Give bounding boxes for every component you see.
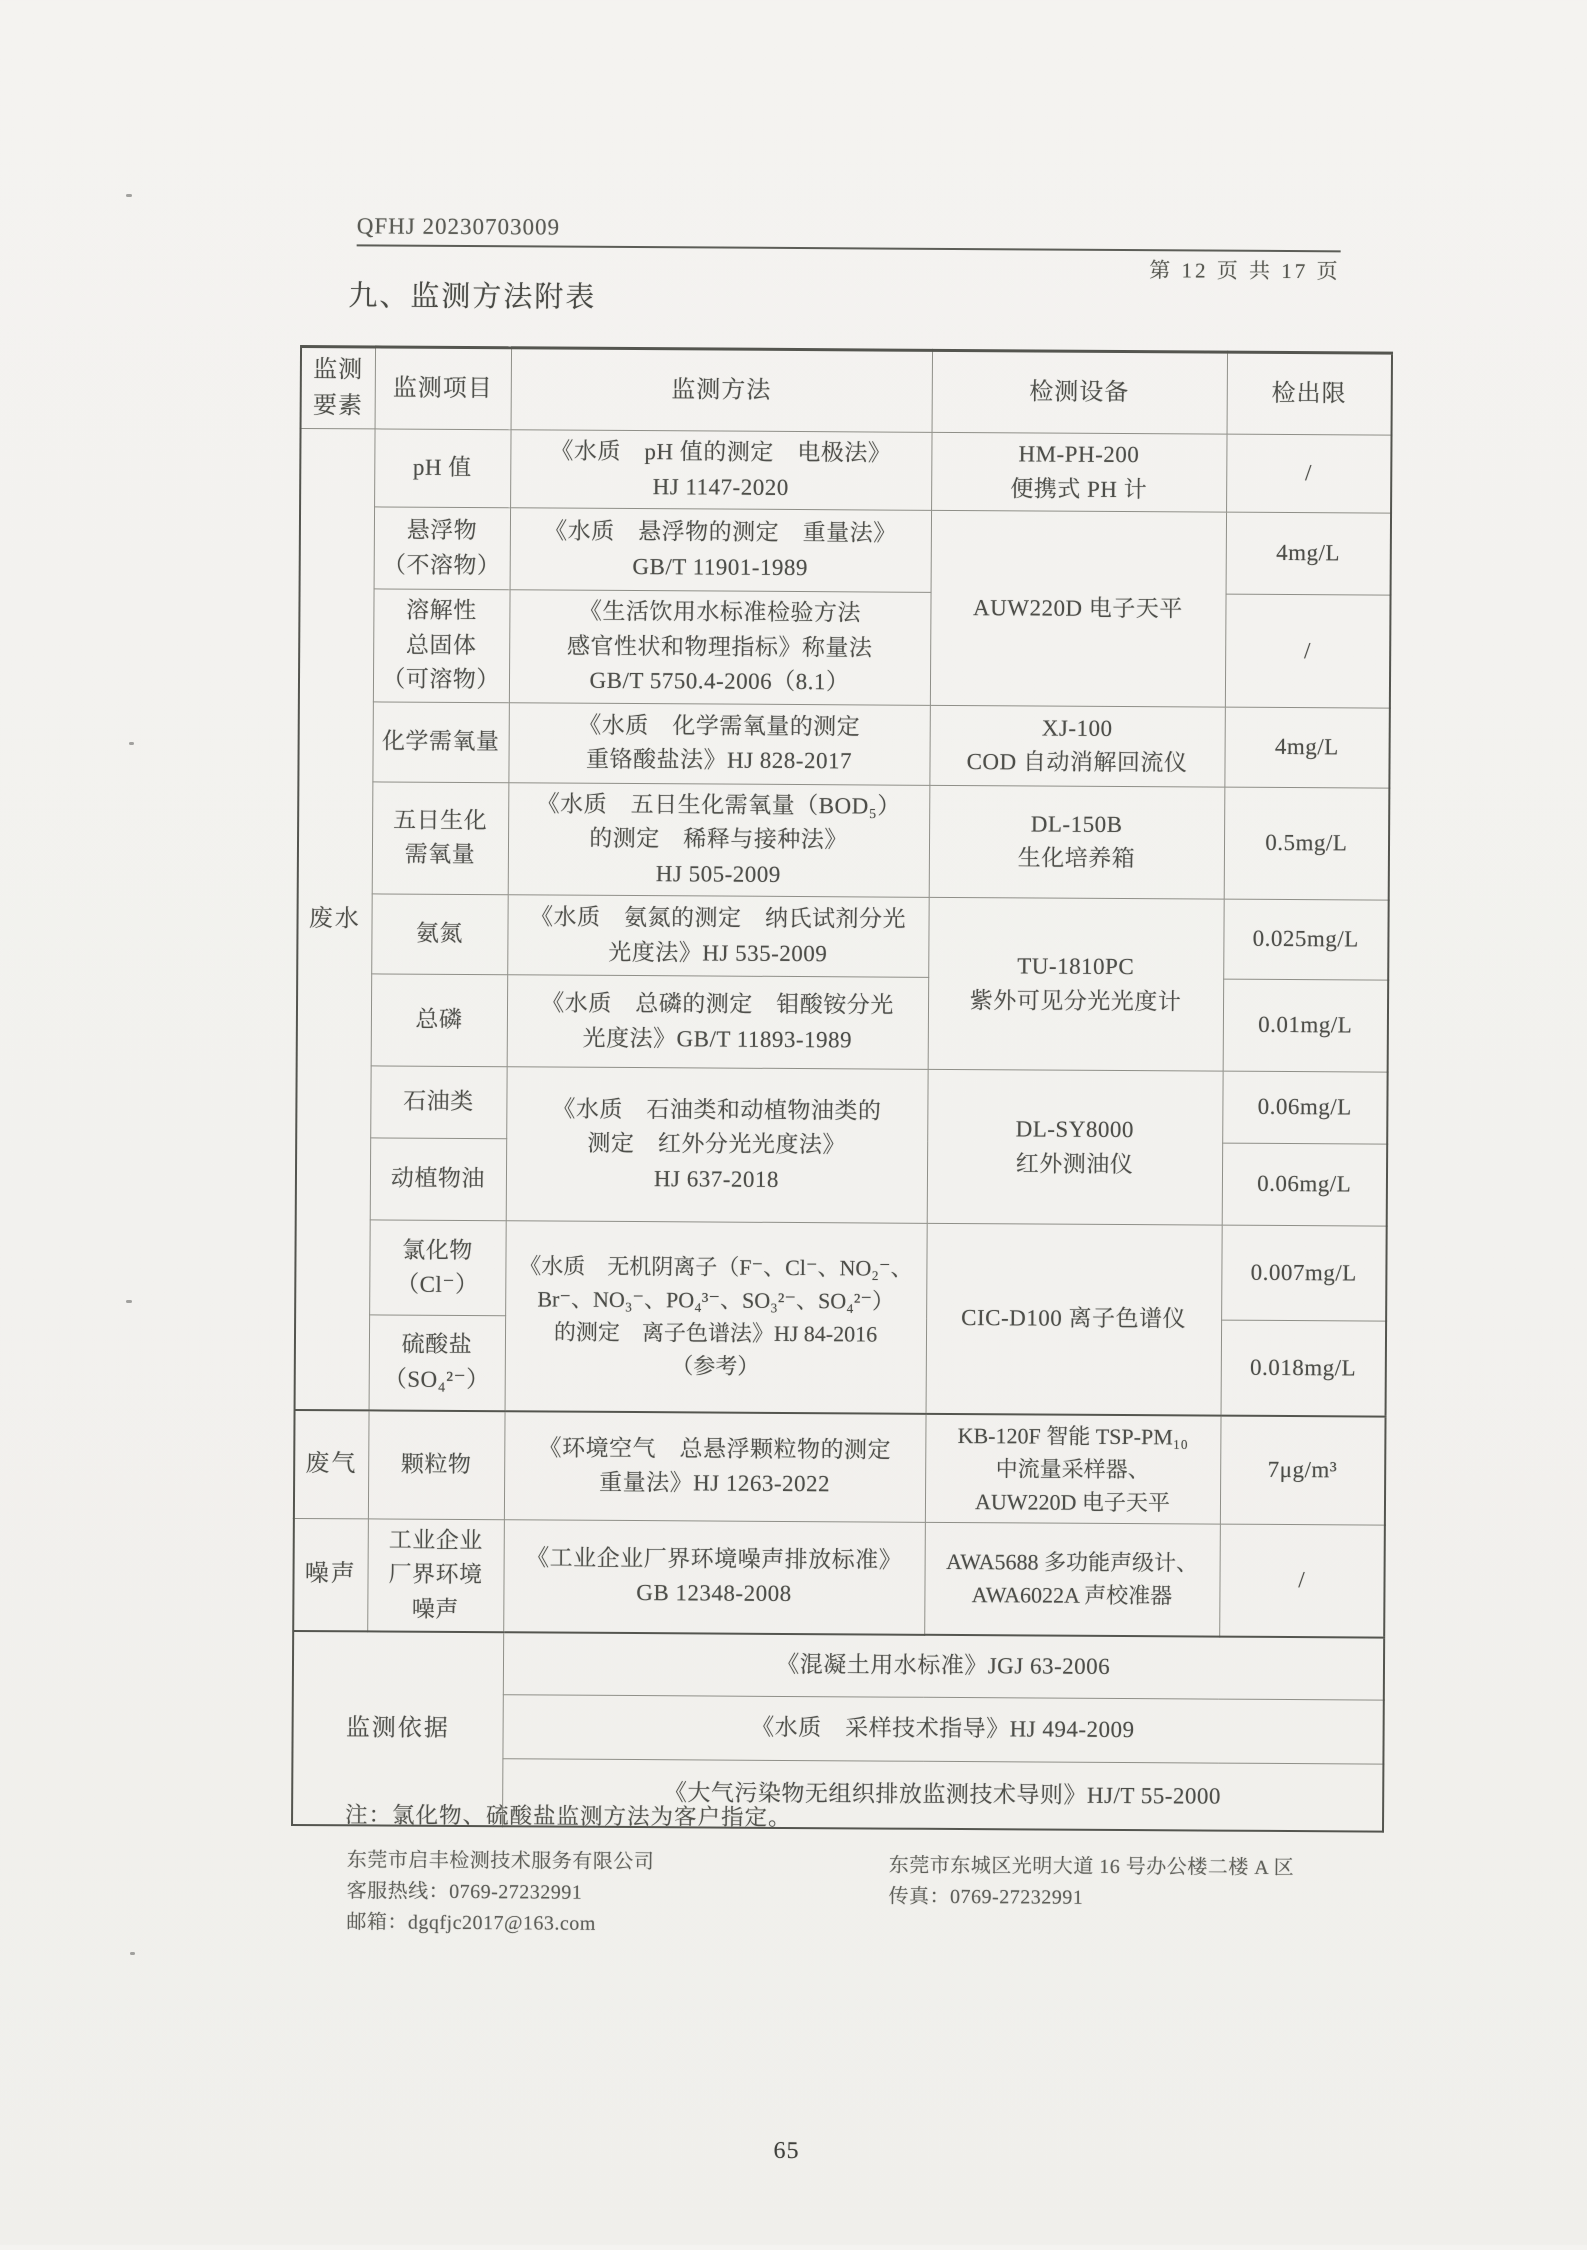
cell-so4-item: 硫酸盐 （SO₄²⁻）: [369, 1315, 506, 1411]
cell-so4-limit: 0.018mg/L: [1221, 1320, 1387, 1416]
cell-ph-limit: /: [1226, 434, 1391, 513]
cell-tds-item: 溶解性 总固体 （可溶物）: [373, 589, 510, 702]
company-name: 东莞市启丰检测技术服务有限公司: [346, 1849, 655, 1874]
row-suspended-solids: [300, 506, 1391, 595]
row-bod: [298, 781, 1390, 900]
cell-ss-item: 悬浮物 （不溶物）: [374, 507, 510, 590]
cell-ao-limit: 0.06mg/L: [1222, 1143, 1387, 1226]
row-noise: [293, 1518, 1385, 1638]
footer-company-block: [346, 1845, 654, 1940]
fax: 传真：0769-27232991: [888, 1885, 1084, 1909]
cell-uv-device: TU-1810PC 紫外可见分光光度计: [928, 897, 1224, 1071]
group-noise: 噪声: [293, 1518, 368, 1631]
cell-cod-method: 《水质 化学需氧量的测定 重铬酸盐法》HJ 828-2017: [508, 702, 929, 785]
section-title: 九、监测方法附表: [348, 280, 597, 314]
row-ph: [300, 428, 1391, 513]
monitoring-methods-table: [291, 345, 1393, 1833]
cell-ao-item: 动植物油: [370, 1138, 506, 1221]
cell-basis-item-3: 《大气污染物无组织排放监测技术导则》HJ/T 55-2000: [502, 1758, 1383, 1831]
cell-nh3-item: 氨氮: [371, 894, 507, 975]
cell-oil-method: 《水质 石油类和动植物油类的 测定 红外分光光度法》 HJ 637-2018: [506, 1067, 928, 1224]
header-method: 监测方法: [511, 348, 932, 433]
cell-ph-item: pH 值: [374, 429, 510, 508]
cell-tp-method: 《水质 总磷的测定 钼酸铵分光 光度法》GB/T 11893-1989: [507, 975, 929, 1070]
cell-cod-device: XJ-100 COD 自动消解回流仪: [929, 705, 1224, 787]
header-device: 检测设备: [932, 350, 1227, 434]
cell-basis-item-1: 《混凝土用水标准》JGJ 63-2006: [503, 1632, 1384, 1699]
table-header-row: [301, 346, 1392, 435]
cell-anion-device: CIC-D100 离子色谱仪: [926, 1223, 1222, 1415]
cell-pm-device: KB-120F 智能 TSP-PM₁₀ 中流量采样器、 AUW220D 电子天平: [925, 1413, 1221, 1523]
address: 东莞市东城区光明大道 16 号办公楼二楼 A 区: [888, 1854, 1295, 1880]
cell-bod-method: 《水质 五日生化需氧量（BOD₅） 的测定 稀释与接种法》 HJ 505-2009: [508, 782, 930, 897]
cell-anion-method: 《水质 无机阴离子（F⁻、Cl⁻、NO₂⁻、 Br⁻、NO₃⁻、PO₄³⁻、SO₃²⁻、SO₄²⁻） 的测定 离子色谱法》HJ 84-2016 （参考）: [505, 1221, 927, 1414]
cell-nh3-limit: 0.025mg/L: [1223, 899, 1388, 980]
group-wastewater: 废水: [295, 428, 375, 1409]
cell-cod-item: 化学需氧量: [372, 701, 508, 782]
cell-basis-label: 监测依据: [292, 1631, 503, 1826]
row-dissolved-solids: [299, 588, 1391, 707]
report-number: QFHJ 20230703009: [356, 213, 561, 240]
cell-ph-device: HM-PH-200 便携式 PH 计: [931, 432, 1226, 512]
cell-cl-limit: 0.007mg/L: [1221, 1225, 1387, 1321]
cell-bod-limit: 0.5mg/L: [1224, 787, 1390, 901]
row-petroleum: [296, 1065, 1387, 1144]
header-element: 监测 要素: [301, 346, 375, 428]
cell-noise-item: 工业企业 厂界环境 噪声: [367, 1518, 504, 1632]
cell-cod-limit: 4mg/L: [1224, 707, 1389, 788]
cell-basis-item-2: 《水质 采样技术指导》HJ 494-2009: [502, 1694, 1383, 1763]
cell-pm-method: 《环境空气 总悬浮颗粒物的测定 重量法》HJ 1263-2022: [504, 1411, 926, 1522]
cell-ph-method: 《水质 pH 值的测定 电极法》 HJ 1147-2020: [510, 430, 931, 511]
cell-tp-limit: 0.01mg/L: [1223, 979, 1389, 1072]
cell-ss-limit: 4mg/L: [1226, 512, 1391, 595]
cell-cl-item: 氯化物 （Cl⁻）: [369, 1220, 506, 1316]
row-cod: [298, 701, 1389, 788]
cell-tds-limit: /: [1225, 594, 1391, 708]
header-limit: 检出限: [1227, 352, 1392, 435]
row-ammonia: [297, 893, 1388, 980]
hotline: 客服热线：0769-27232991: [346, 1880, 583, 1904]
cell-tp-item: 总磷: [371, 974, 508, 1067]
header-divider: [357, 244, 1341, 252]
cell-nh3-method: 《水质 氨氮的测定 纳氏试剂分光 光度法》HJ 535-2009: [507, 895, 928, 978]
header-item: 监测项目: [375, 347, 511, 430]
cell-noise-device: AWA5688 多功能声级计、 AWA6022A 声校准器: [924, 1522, 1220, 1637]
document-header: [356, 213, 1341, 284]
cell-pm-limit: 7μg/m³: [1220, 1415, 1386, 1525]
cell-oil-item: 石油类: [370, 1066, 506, 1139]
page-indicator: 第 12 页 共 17 页: [1149, 258, 1341, 284]
table-footnote: 注：氯化物、硫酸盐监测方法为客户指定。: [345, 1802, 792, 1831]
cell-oil-limit: 0.06mg/L: [1222, 1071, 1387, 1144]
row-phosphorus: [297, 973, 1389, 1072]
cell-balance-device: AUW220D 电子天平: [930, 510, 1226, 706]
cell-noise-limit: /: [1219, 1524, 1385, 1638]
page-number: 65: [773, 2137, 800, 2165]
email: 邮箱：dgqfjc2017@163.com: [346, 1911, 596, 1935]
row-chloride: [295, 1219, 1387, 1321]
row-basis-1: [293, 1631, 1384, 1700]
cell-bod-device: DL-150B 生化培养箱: [929, 785, 1225, 899]
group-gas: 废气: [294, 1409, 369, 1518]
document-footer: [346, 1845, 1347, 1935]
row-particulate: [294, 1409, 1386, 1524]
cell-noise-method: 《工业企业厂界环境噪声排放标准》 GB 12348-2008: [503, 1519, 925, 1635]
cell-oil-device: DL-SY8000 红外测油仪: [927, 1069, 1223, 1225]
cell-pm-item: 颗粒物: [368, 1410, 505, 1519]
footer-address-block: [888, 1851, 1294, 1915]
cell-bod-item: 五日生化 需氧量: [372, 781, 509, 894]
cell-ss-method: 《水质 悬浮物的测定 重量法》 GB/T 11901-1989: [510, 508, 931, 593]
cell-tds-method: 《生活饮用水标准检验方法 感官性状和物理指标》称量法 GB/T 5750.4-2006（8.1）: [509, 590, 931, 705]
